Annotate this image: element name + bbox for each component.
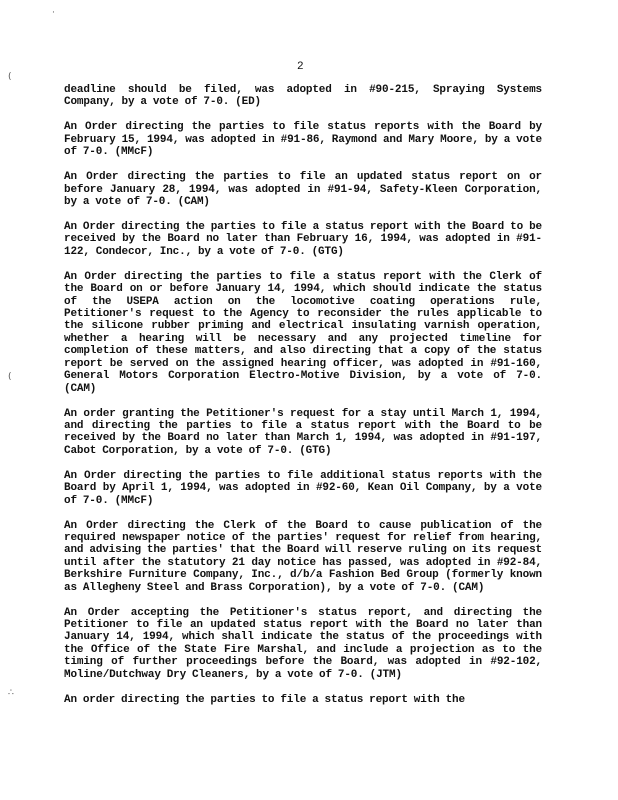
- scan-mark-left-3: ∴: [8, 688, 14, 698]
- paragraph-1: deadline should be filed, was adopted in #90-215, Spraying Systems Company, by a vote of 7-0. (ED): [64, 84, 542, 109]
- paragraph-9: An Order accepting the Petitioner's status report, and directing the Petitioner to file an updated status report with the Board no later than January 14, 1994, which shall indicate the status of the proceedings with the Office of the State Fire Marshal, and include a projection as to the timing of further proceedings before the Board, was adopted in #92-102, Moline/Dutchway Dry Cleaners, by a vote of 7-0. (JTM): [64, 606, 542, 681]
- paragraph-3: An Order directing the parties to file an updated status report on or before January 28, 1994, was adopted in #91-94, Safety-Kleen Corporation, by a vote of 7-0. (CAM): [64, 171, 542, 209]
- scan-mark-top: ·: [52, 8, 55, 18]
- document-body: [64, 84, 542, 706]
- paragraph-6: An order granting the Petitioner's request for a stay until March 1, 1994, and directing the parties to file a status report with the Board to be received by the Board no later than March 1, 1994, was adopted in #91-197, Cabot Corporation, by a vote of 7-0. (GTG): [64, 407, 542, 457]
- paragraph-2: An Order directing the parties to file status reports with the Board by February 15, 1994, was adopted in #91-86, Raymond and Mary Moore, by a vote of 7-0. (MMcF): [64, 121, 542, 159]
- paragraph-7: An Order directing the parties to file additional status reports with the Board by April 1, 1994, was adopted in #92-60, Kean Oil Company, by a vote of 7-0. (MMcF): [64, 469, 542, 507]
- paragraph-5: An Order directing the parties to file a status report with the Clerk of the Board on or before January 14, 1994, which should indicate the status of the USEPA action on the locomotive coating operations rule, Petitioner's request to the Agency to reconsider the rules applicable to the silicone rubber priming and electrical insulating varnish operation, whether a hearing will be necessary and any projected timeline for completion of these matters, and also directing that a copy of the status report be served on the assigned hearing officer, was adopted in #91-160, General Motors Corporation Electro-Motive Division, by a vote of 7-0. (CAM): [64, 270, 542, 395]
- scan-mark-left-2: (: [8, 372, 12, 382]
- page-number: 2: [297, 61, 304, 73]
- paragraph-4: An Order directing the parties to file a status report with the Board to be received by the Board no later than February 16, 1994, was adopted in #91-122, Condecor, Inc., by a vote of 7-0. (GTG): [64, 221, 542, 258]
- scan-mark-left-1: (: [8, 72, 12, 82]
- paragraph-10: An order directing the parties to file a status report with the: [64, 693, 465, 706]
- paragraph-8: An Order directing the Clerk of the Board to cause publication of the required newspaper notice of the parties' request for relief from hearing, and advising the parties' that the Board will reserve ruling on its request until after the statutory 21 day notice has passed, was adopted in #92-84, Berkshire Furniture Company, Inc., d/b/a Fashion Bed Group (formerly known as Allegheny Steel and Brass Corporation), by a vote of 7-0. (CAM): [64, 519, 542, 594]
